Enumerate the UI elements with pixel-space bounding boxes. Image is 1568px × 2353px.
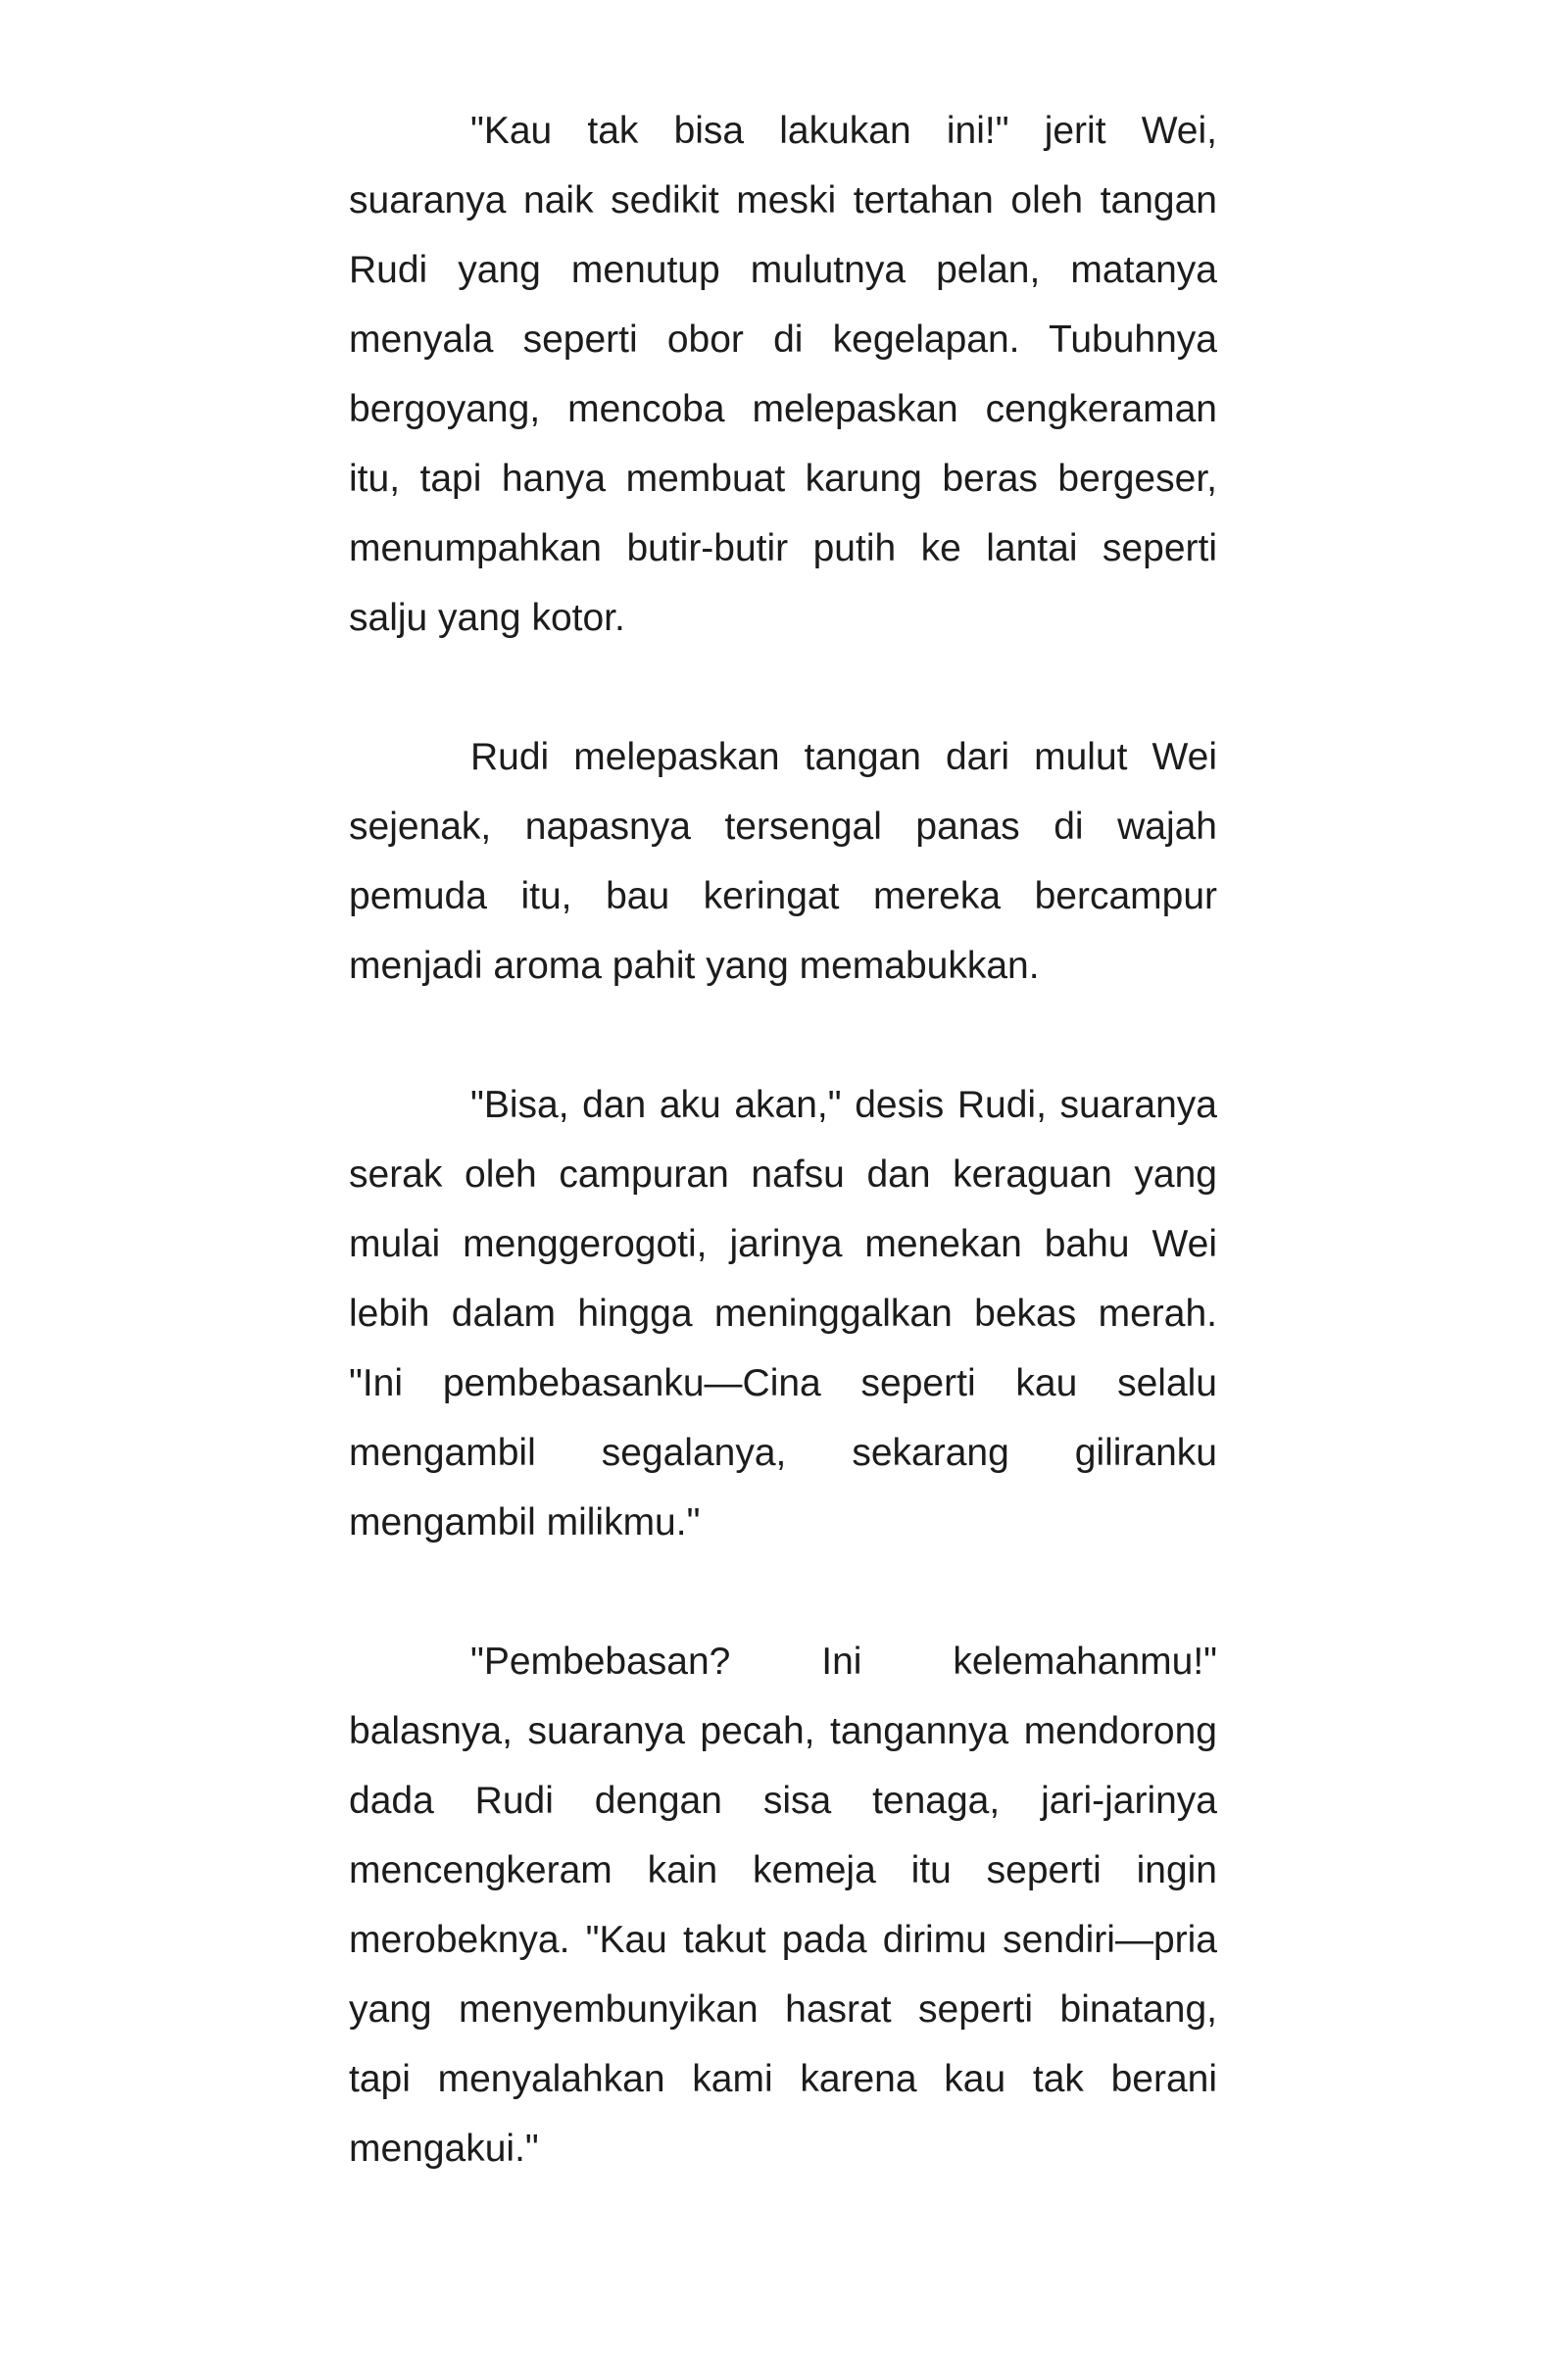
- paragraph: "Bisa, dan aku akan," desis Rudi, suaranya serak oleh campuran nafsu dan keraguan yang mulai menggerogoti, jarinya menekan bahu Wei lebih dalam hingga meninggalkan bekas merah. "Ini pembebasanku—Cina seperti kau selalu mengambil segalanya, sekarang giliranku mengambil milikmu.": [349, 1084, 1217, 1544]
- paragraph: Rudi melepaskan tangan dari mulut Wei sejenak, napasnya tersengal panas di wajah pemuda itu, bau keringat mereka bercampur menjadi aroma pahit yang memabukkan.: [349, 736, 1217, 987]
- paragraph: "Pembebasan? Ini kelemahanmu!" balasnya, suaranya pecah, tangannya mendorong dada Rudi dengan sisa tenaga, jari-jarinya mencengkeram kain kemeja itu seperti ingin merobeknya. "Kau takut pada dirimu sendiri—pria yang menyembunyikan hasrat seperti binatang, tapi menyalahkan kami karena kau tak berani mengakui.": [349, 1641, 1217, 2170]
- paragraph: "Kau tak bisa lakukan ini!" jerit Wei, suaranya naik sedikit meski tertahan oleh tangan Rudi yang menutup mulutnya pelan, matanya menyala seperti obor di kegelapan. Tubuhnya bergoyang, mencoba melepaskan cengkeraman itu, tapi hanya membuat karung beras bergeser, menumpahkan butir-butir putih ke lantai seperti salju yang kotor.: [349, 110, 1217, 639]
- document-page: [349, 96, 1217, 2183]
